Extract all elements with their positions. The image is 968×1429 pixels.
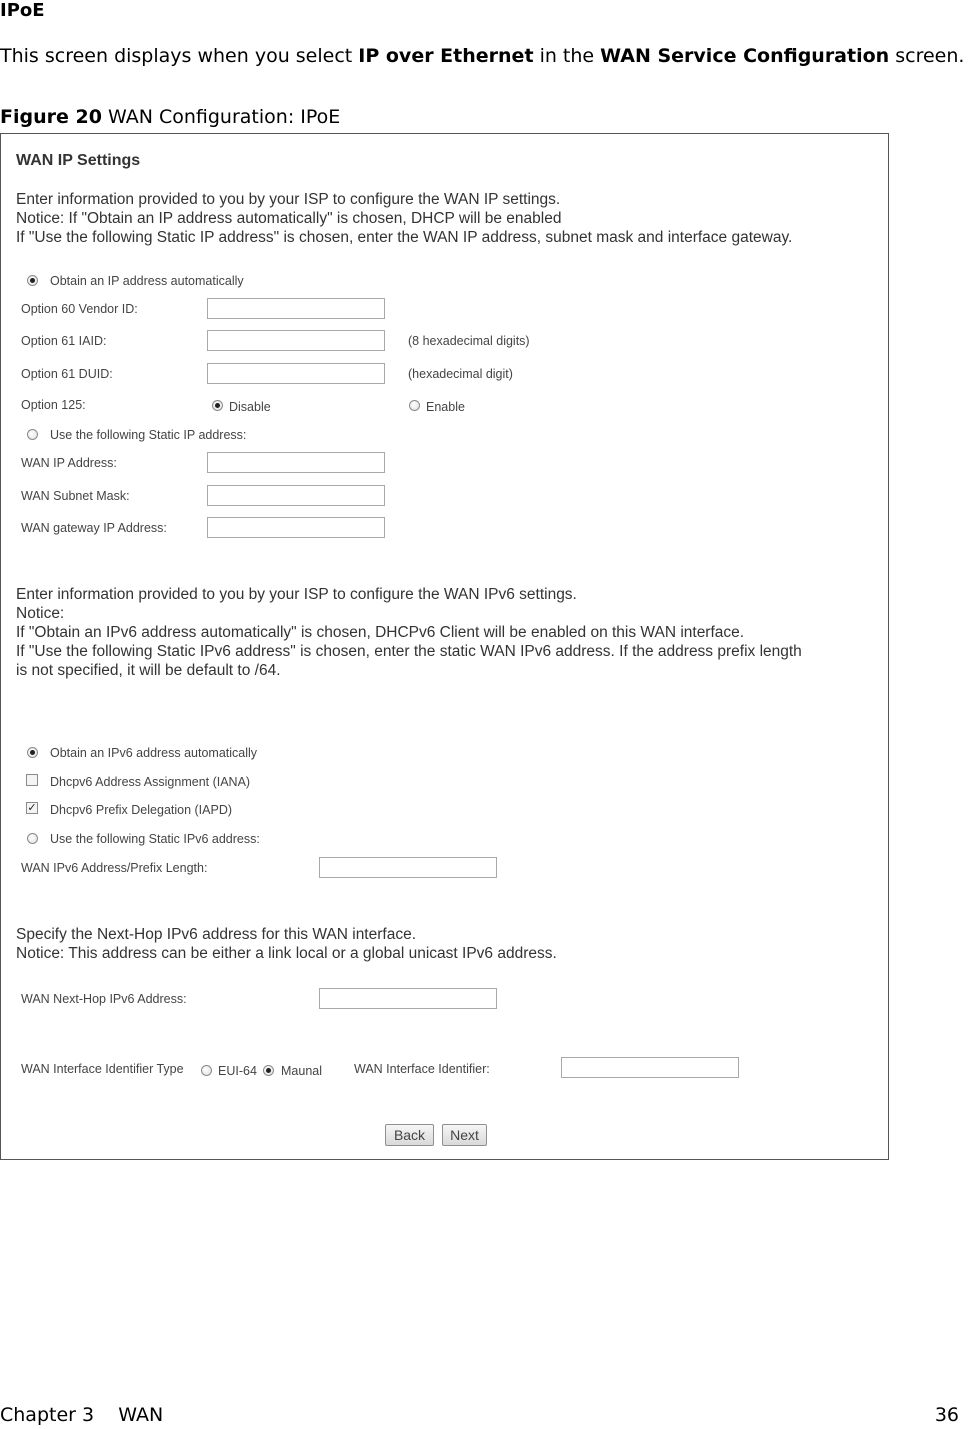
option125-enable-label: Enable bbox=[426, 400, 465, 414]
back-button[interactable]: Back bbox=[385, 1124, 434, 1146]
iface-id-type-label: WAN Interface Identifier Type bbox=[21, 1062, 184, 1076]
option61-iaid-input[interactable] bbox=[207, 330, 385, 351]
wan-ip-address-label: WAN IP Address: bbox=[21, 456, 117, 470]
iana-label: Dhcpv6 Address Assignment (IANA) bbox=[50, 775, 251, 789]
static-ip-label: Use the following Static IP address: bbox=[50, 428, 247, 442]
wan-gateway-label: WAN gateway IP Address: bbox=[21, 521, 167, 535]
nexthop-info-line-1: Specify the Next-Hop IPv6 address for this WAN interface. bbox=[16, 926, 417, 943]
static-ip-radio[interactable] bbox=[27, 429, 38, 440]
option125-disable-radio[interactable] bbox=[212, 400, 223, 411]
wan-subnet-mask-input[interactable] bbox=[207, 485, 385, 506]
wan-ip-settings-heading: WAN IP Settings bbox=[16, 152, 141, 169]
ipv4-info-line-2: Notice: If "Obtain an IP address automatically" is chosen, DHCP will be enabled bbox=[16, 210, 562, 227]
intro-bold-ipoe: IP over Ethernet bbox=[358, 45, 534, 67]
iapd-label: Dhcpv6 Prefix Delegation (IAPD) bbox=[50, 803, 233, 817]
option60-vendor-id-input[interactable] bbox=[207, 298, 385, 319]
ipv6-info-line-5: is not specified, it will be default to /64. bbox=[16, 662, 281, 679]
ipv6-prefix-input[interactable] bbox=[319, 857, 497, 878]
option125-enable-radio[interactable] bbox=[409, 400, 420, 411]
ipv6-info-line-4: If "Use the following Static IPv6 address" is chosen, enter the static WAN IPv6 address. If the address prefix length bbox=[16, 643, 802, 660]
intro-bold-wan-service: WAN Service Configuration bbox=[600, 45, 890, 67]
ipv6-info-line-1: Enter information provided to you by your ISP to configure the WAN IPv6 settings. bbox=[16, 586, 577, 603]
nexthop-input[interactable] bbox=[319, 988, 497, 1009]
static-ipv6-label: Use the following Static IPv6 address: bbox=[50, 832, 260, 846]
intro-paragraph bbox=[0, 45, 964, 67]
ipv6-info-line-2: Notice: bbox=[16, 605, 65, 622]
intro-text-pre: This screen displays when you select bbox=[0, 45, 359, 67]
iface-id-label: WAN Interface Identifier: bbox=[354, 1062, 490, 1076]
wan-subnet-mask-label: WAN Subnet Mask: bbox=[21, 489, 130, 503]
option61-iaid-label: Option 61 IAID: bbox=[21, 334, 107, 348]
obtain-ip-auto-radio[interactable] bbox=[27, 275, 38, 286]
option125-label: Option 125: bbox=[21, 398, 86, 412]
footer-chapter: Chapter 3 WAN bbox=[0, 1404, 164, 1426]
nexthop-label: WAN Next-Hop IPv6 Address: bbox=[21, 992, 187, 1006]
wan-config-screenshot bbox=[0, 133, 889, 1160]
ipv4-info-line-3: If "Use the following Static IP address" is chosen, enter the WAN IP address, subnet mask and interface gateway. bbox=[16, 229, 793, 246]
obtain-ipv6-auto-radio[interactable] bbox=[27, 747, 38, 758]
iana-checkbox[interactable] bbox=[26, 774, 38, 786]
obtain-ipv6-auto-label: Obtain an IPv6 address automatically bbox=[50, 746, 258, 760]
intro-text-post: screen. bbox=[889, 45, 965, 67]
eui64-radio[interactable] bbox=[201, 1065, 212, 1076]
next-button[interactable]: Next bbox=[442, 1124, 487, 1146]
option61-duid-input[interactable] bbox=[207, 363, 385, 384]
figure-caption bbox=[0, 106, 340, 128]
section-title: IPoE bbox=[0, 0, 45, 21]
wan-ip-address-input[interactable] bbox=[207, 452, 385, 473]
option60-label: Option 60 Vendor ID: bbox=[21, 302, 138, 316]
manual-label: Maunal bbox=[281, 1064, 322, 1078]
figure-label: Figure 20 bbox=[0, 106, 102, 128]
wan-gateway-input[interactable] bbox=[207, 517, 385, 538]
nexthop-info-line-2: Notice: This address can be either a link local or a global unicast IPv6 address. bbox=[16, 945, 557, 962]
figure-title: WAN Configuration: IPoE bbox=[101, 106, 341, 128]
ipv6-info-line-3: If "Obtain an IPv6 address automatically" is chosen, DHCPv6 Client will be enabled on this WAN interface. bbox=[16, 624, 745, 641]
eui64-label: EUI-64 bbox=[218, 1064, 257, 1078]
option61-iaid-hint: (8 hexadecimal digits) bbox=[408, 334, 530, 348]
static-ipv6-radio[interactable] bbox=[27, 833, 38, 844]
iapd-checkbox[interactable]: ✓ bbox=[27, 802, 37, 814]
option125-disable-label: Disable bbox=[229, 400, 271, 414]
option61-duid-hint: (hexadecimal digit) bbox=[408, 367, 513, 381]
iface-id-input[interactable] bbox=[561, 1057, 739, 1078]
manual-radio[interactable] bbox=[263, 1065, 274, 1076]
intro-text-mid: in the bbox=[533, 45, 601, 67]
ipv6-prefix-label: WAN IPv6 Address/Prefix Length: bbox=[21, 861, 208, 875]
option61-duid-label: Option 61 DUID: bbox=[21, 367, 113, 381]
obtain-ip-auto-label: Obtain an IP address automatically bbox=[50, 274, 244, 288]
footer-page-number: 36 bbox=[934, 1404, 959, 1426]
ipv4-info-line-1: Enter information provided to you by your ISP to configure the WAN IP settings. bbox=[16, 191, 561, 208]
